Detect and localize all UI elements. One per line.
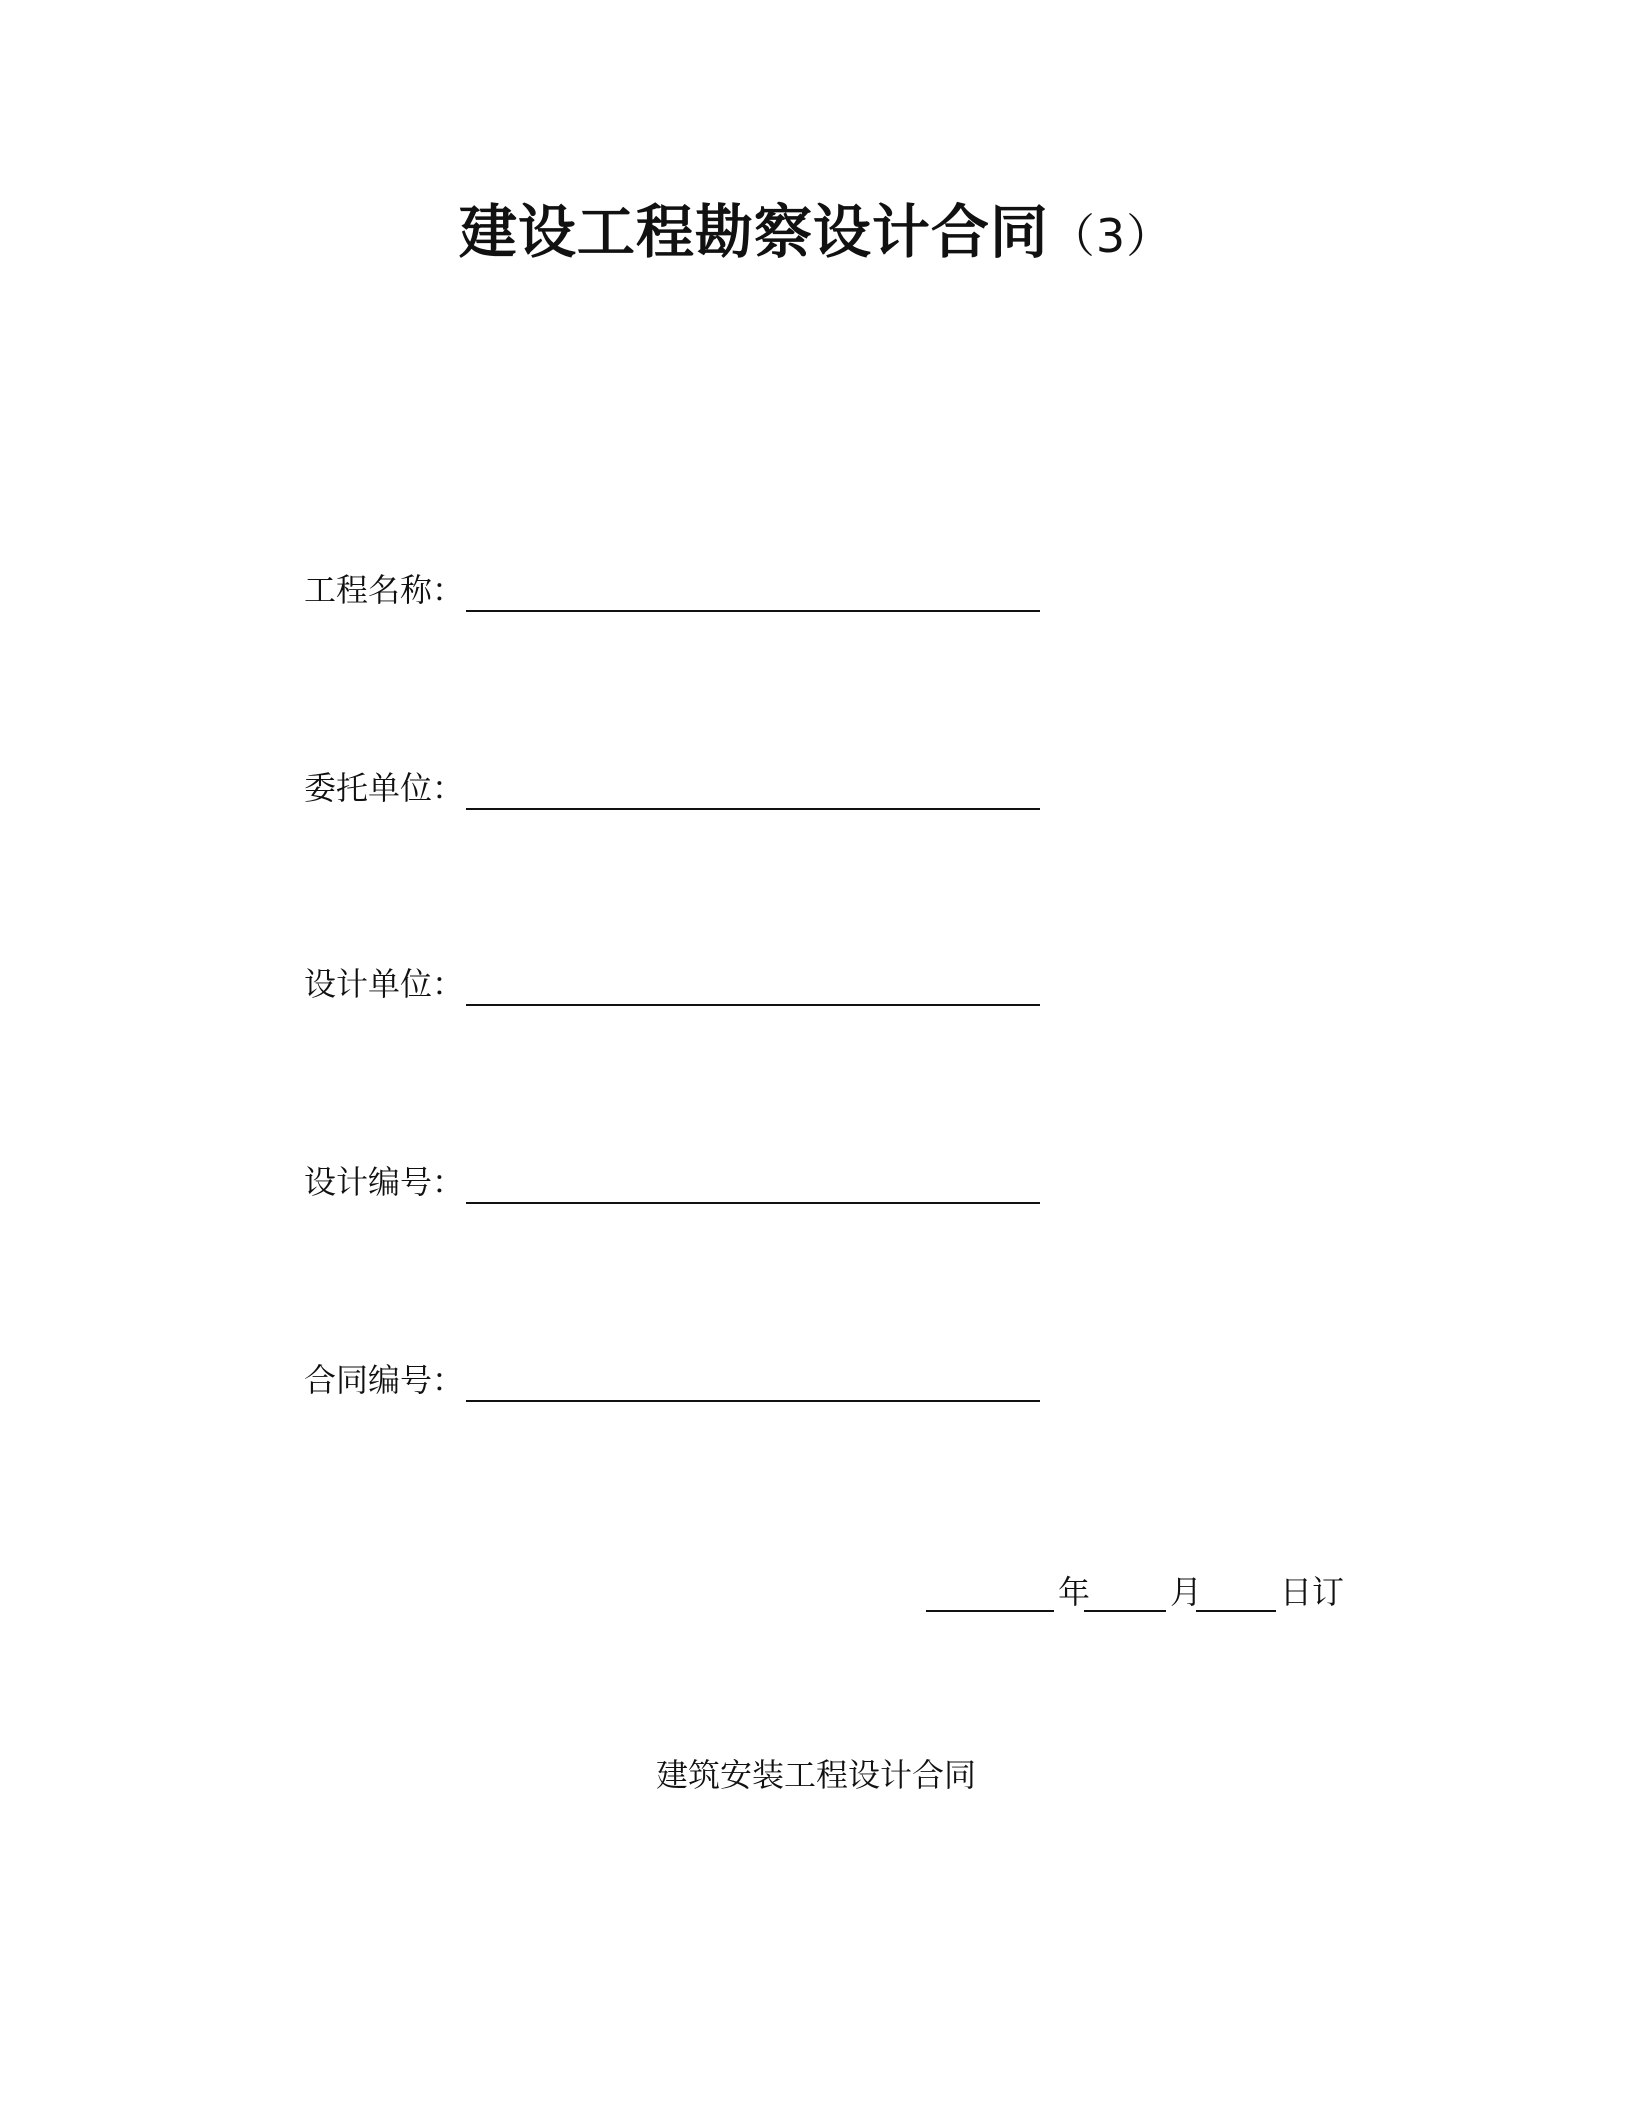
blank-line: [466, 1202, 1040, 1204]
month-blank: [1084, 1610, 1166, 1612]
year-blank: [926, 1610, 1054, 1612]
signing-date: [926, 1560, 1346, 1612]
year-label: 年: [1058, 1573, 1091, 1611]
field-label: 委托单位：: [304, 769, 465, 807]
field-label: 设计单位：: [304, 965, 465, 1003]
blank-line: [466, 808, 1040, 810]
field-label: 工程名称：: [304, 571, 465, 609]
title-main: 建设工程勘察设计合同: [458, 198, 1049, 266]
day-blank: [1196, 1610, 1276, 1612]
month-label: 月: [1170, 1573, 1203, 1611]
blank-line: [466, 610, 1040, 612]
document-title: [0, 198, 1632, 268]
title-suffix: （3）: [1048, 209, 1174, 263]
footer-title: 建筑安装工程设计合同: [655, 1756, 976, 1794]
blank-line: [466, 1400, 1040, 1402]
day-label: 日订: [1280, 1573, 1345, 1611]
field-label: 合同编号：: [304, 1361, 465, 1399]
field-label: 设计编号：: [304, 1163, 465, 1201]
blank-line: [466, 1004, 1040, 1006]
